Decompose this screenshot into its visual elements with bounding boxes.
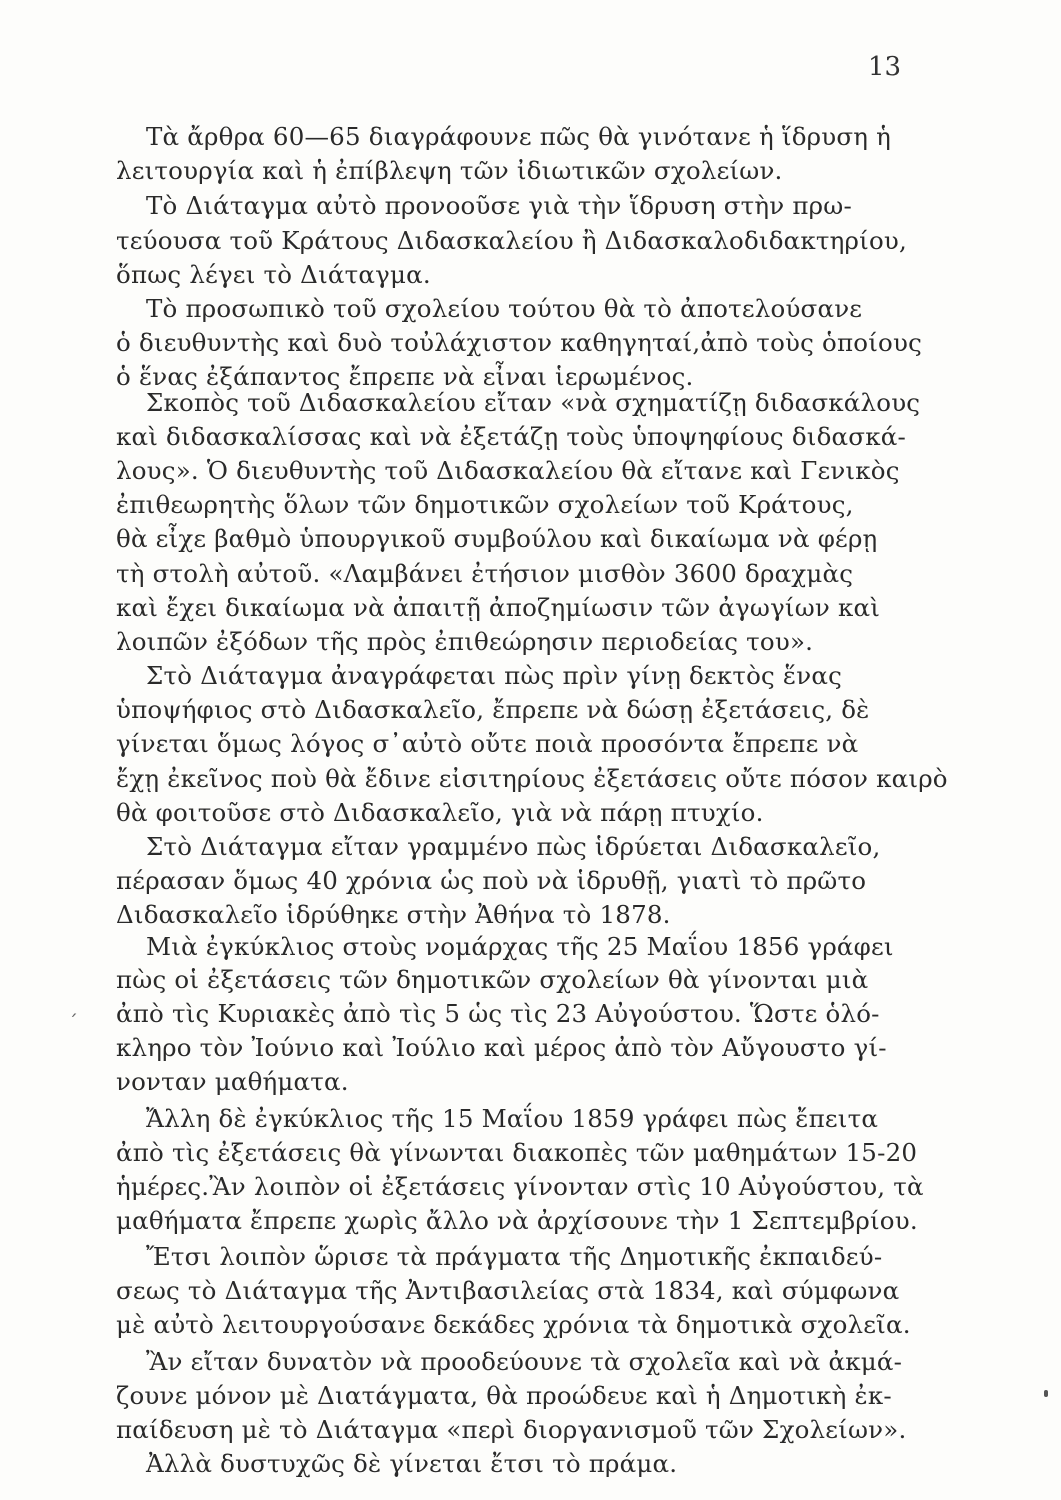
text-line: τεύουσα τοῦ Κράτους Διδασκαλείου ἢ Διδασκαλοδιδακτηρίου,	[116, 226, 907, 255]
text-line: ὁ ἕνας ἐξάπαντος ἔπρεπε νὰ εἶναι ἱερωμένος.	[116, 362, 694, 391]
text-line: ὑποψήφιος στὸ Διδασκαλεῖο, ἔπρεπε νὰ δώσῃ ἐξετάσεις, δὲ	[116, 695, 870, 724]
text-line: λοιπῶν ἐξόδων τῆς πρὸς ἐπιθεώρησιν περιοδείας του».	[116, 627, 814, 656]
text-line: Μιὰ ἐγκύκλιος στοὺς νομάρχας τῆς 25 Μαΐου 1856 γράφει	[146, 932, 894, 961]
text-line: σεως τὸ Διάταγμα τῆς Ἀντιβασιλείας στὰ 1834, καὶ σύμφωνα	[116, 1276, 900, 1305]
text-line: Ἀλλὰ δυστυχῶς δὲ γίνεται ἔτσι τὸ πράμα.	[146, 1449, 678, 1478]
text-line: θὰ εἶχε βαθμὸ ὑπουργικοῦ συμβούλου καὶ δικαίωμα νὰ φέρῃ	[116, 524, 878, 553]
text-line: ἀπὸ τὶς Κυριακὲς ἀπὸ τὶς 5 ὡς τὶς 23 Αὐγούστου. Ὥστε ὁλό-	[116, 999, 880, 1028]
text-line: λειτουργία καὶ ἡ ἐπίβλεψη τῶν ἰδιωτικῶν σχολείων.	[116, 156, 783, 185]
text-line: ἡμέρες.Ἂν λοιπὸν οἱ ἐξετάσεις γίνονταν στὶς 10 Αὐγούστου, τὰ	[116, 1172, 924, 1201]
text-line: Ἄλλη δὲ ἐγκύκλιος τῆς 15 Μαΐου 1859 γράφει πὼς ἔπειτα	[146, 1104, 879, 1133]
text-line: θὰ φοιτοῦσε στὸ Διδασκαλεῖο, γιὰ νὰ πάρῃ πτυχίο.	[116, 798, 764, 827]
text-line: Στὸ Διάταγμα εἴταν γραμμένο πὼς ἱδρύεται Διδασκαλεῖο,	[146, 832, 881, 861]
text-line: πέρασαν ὅμως 40 χρόνια ὡς ποὺ νὰ ἱδρυθῇ, γιατὶ τὸ πρῶτο	[116, 866, 867, 895]
margin-mark: ´	[68, 1010, 78, 1034]
text-line: ἔχῃ ἐκεῖνος ποὺ θὰ ἔδινε εἰσιτηρίους ἐξετάσεις οὔτε πόσον καιρὸ	[116, 764, 948, 793]
text-line: κληρο τὸν Ἰούνιο καὶ Ἰούλιο καὶ μέρος ἀπὸ τὸν Αὔγουστο γί-	[116, 1033, 887, 1062]
text-line: μαθήματα ἔπρεπε χωρὶς ἄλλο νὰ ἀρχίσουνε τὴν 1 Σεπτεμβρίου.	[116, 1206, 918, 1235]
scan-speck	[1044, 1390, 1048, 1397]
text-line: Σκοπὸς τοῦ Διδασκαλείου εἴταν «νὰ σχηματίζῃ διδασκάλους	[146, 388, 921, 417]
text-line: ἀπὸ τὶς ἐξετάσεις θὰ γίνωνται διακοπὲς τῶν μαθημάτων 15-20	[116, 1138, 918, 1167]
text-line: Τὰ ἄρθρα 60—65 διαγράφουνε πῶς θὰ γινότανε ἡ ἵδρυση ἡ	[146, 122, 892, 151]
text-line: ὁ διευθυντὴς καὶ δυὸ τοὐλάχιστον καθηγηταί,ἀπὸ τοὺς ὁποίους	[116, 328, 922, 357]
text-line: Διδασκαλεῖο ἱδρύθηκε στὴν Ἀθήνα τὸ 1878.	[116, 900, 671, 929]
page-number: 13	[868, 52, 902, 82]
text-line: τὴ στολὴ αὐτοῦ. «Λαμβάνει ἐτήσιον μισθὸν 3600 δραχμὰς	[116, 559, 854, 588]
text-line: Ἔτσι λοιπὸν ὥρισε τὰ πράγματα τῆς Δημοτικῆς ἐκπαιδεύ-	[146, 1242, 883, 1271]
text-line: ἐπιθεωρητὴς ὅλων τῶν δημοτικῶν σχολείων τοῦ Κράτους,	[116, 490, 854, 519]
text-line: μὲ αὐτὸ λειτουργούσανε δεκάδες χρόνια τὰ δημοτικὰ σχολεῖα.	[116, 1310, 911, 1339]
text-line: πὼς οἱ ἐξετάσεις τῶν δημοτικῶν σχολείων θὰ γίνονται μιὰ	[116, 965, 869, 994]
text-line: παίδευση μὲ τὸ Διάταγμα «περὶ διοργανισμοῦ τῶν Σχολείων».	[116, 1415, 907, 1444]
text-line: Ἂν εἴταν δυνατὸν νὰ προοδεύουνε τὰ σχολεῖα καὶ νὰ ἀκμά-	[146, 1347, 903, 1376]
text-line: Στὸ Διάταγμα ἀναγράφεται πὼς πρὶν γίνῃ δεκτὸς ἕνας	[146, 661, 843, 690]
text-line: Τὸ προσωπικὸ τοῦ σχολείου τούτου θὰ τὸ ἀποτελούσανε	[146, 294, 863, 323]
text-line: γίνεται ὅμως λόγος σ᾽αὐτὸ οὔτε ποιὰ προσόντα ἔπρεπε νὰ	[116, 729, 859, 758]
text-line: καὶ ἔχει δικαίωμα νὰ ἀπαιτῇ ἀποζημίωσιν τῶν ἀγωγίων καὶ	[116, 593, 881, 622]
text-line: Τὸ Διάταγμα αὐτὸ προνοοῦσε γιὰ τὴν ἵδρυση στὴν πρω-	[146, 191, 852, 220]
text-line: καὶ διδασκαλίσσας καὶ νὰ ἐξετάζῃ τοὺς ὑποψηφίους διδασκά-	[116, 422, 906, 451]
text-line: ὅπως λέγει τὸ Διάταγμα.	[116, 260, 431, 289]
text-line: ζουνε μόνον μὲ Διατάγματα, θὰ προώδευε καὶ ἡ Δημοτικὴ ἐκ-	[116, 1381, 892, 1410]
text-line: νονταν μαθήματα.	[116, 1067, 349, 1096]
text-line: λους». Ὁ διευθυντὴς τοῦ Διδασκαλείου θὰ εἴτανε καὶ Γενικὸς	[116, 456, 900, 485]
